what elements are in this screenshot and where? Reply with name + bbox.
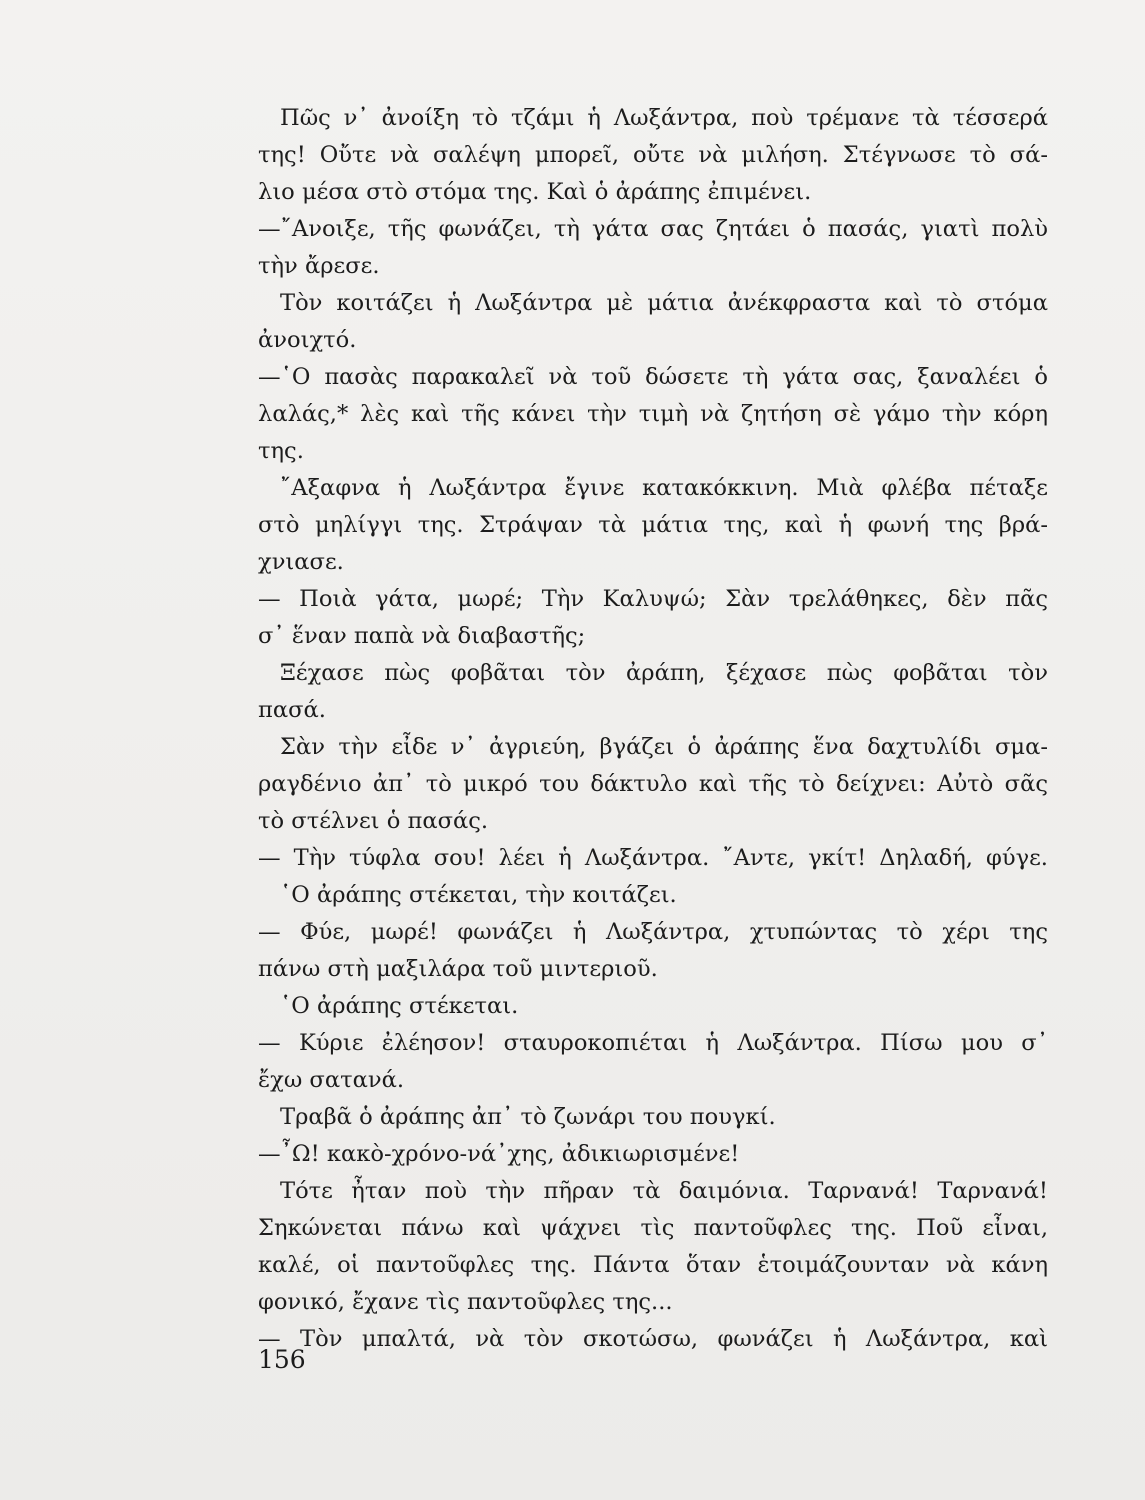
text-line: —῏Ω! κακὸ-χρόνο-νά᾿χης, ἀδικιωρισμένε! xyxy=(258,1141,740,1167)
text-line: ῎Αξαφνα ἡ Λωξάντρα ἔγινε κατακόκκινη. Μιὰ φλέβα πέταξε xyxy=(280,475,1048,501)
text-line: τὸ στέλνει ὁ πασάς. xyxy=(258,808,489,834)
text-line: ῾Ο ἀράπης στέκεται, τὴν κοιτάζει. xyxy=(280,882,677,908)
text-line: — Φύε, μωρέ! φωνάζει ἡ Λωξάντρα, χτυπώντας τὸ χέρι της xyxy=(258,919,1048,945)
text-line: της. xyxy=(258,438,304,464)
text-line: της! Οὔτε νὰ σαλέψη μπορεῖ, οὔτε νὰ μιλήση. Στέγνωσε τὸ σά- xyxy=(258,142,1048,168)
text-line: — Κύριε ἐλέησον! σταυροκοπιέται ἡ Λωξάντρα. Πίσω μου σ᾿ xyxy=(258,1030,1048,1056)
text-line: χνιασε. xyxy=(258,549,344,575)
text-line: Σηκώνεται πάνω καὶ ψάχνει τὶς παντοῦφλες της. Ποῦ εἶναι, xyxy=(258,1215,1048,1241)
text-line: ἔχω σατανά. xyxy=(258,1067,405,1093)
text-line: ἀνοιχτό. xyxy=(258,327,357,353)
text-line: — Τὸν μπαλτά, νὰ τὸν σκοτώσω, φωνάζει ἡ Λωξάντρα, καὶ xyxy=(258,1326,1048,1352)
text-line: πασά. xyxy=(258,697,326,723)
text-line: τὴν ἄρεσε. xyxy=(258,253,380,279)
text-line: φονικό, ἔχανε τὶς παντοῦφλες της... xyxy=(258,1289,673,1315)
text-line: λαλάς,* λὲς καὶ τῆς κάνει τὴν τιμὴ νὰ ζητήση σὲ γάμο τὴν κόρη xyxy=(258,401,1048,427)
text-line: — Τὴν τύφλα σου! λέει ἡ Λωξάντρα. ῎Αντε, γκίτ! Δηλαδή, φύγε. xyxy=(258,845,1048,871)
text-line: καλέ, οἱ παντοῦφλες της. Πάντα ὅταν ἑτοιμάζουνταν νὰ κάνη xyxy=(258,1252,1048,1278)
text-line: σ᾿ ἕναν παπὰ νὰ διαβαστῆς; xyxy=(258,623,586,649)
text-line: —῎Ανοιξε, τῆς φωνάζει, τὴ γάτα σας ζητάει ὁ πασάς, γιατὶ πολὺ xyxy=(258,216,1048,242)
text-line: Τὸν κοιτάζει ἡ Λωξάντρα μὲ μάτια ἀνέκφραστα καὶ τὸ στόμα xyxy=(280,290,1048,316)
text-line: ραγδένιο ἀπ᾿ τὸ μικρό του δάκτυλο καὶ τῆς τὸ δείχνει: Αὐτὸ σᾶς xyxy=(258,771,1048,797)
text-line: στὸ μηλίγγι της. Στράψαν τὰ μάτια της, καὶ ἡ φωνή της βρά- xyxy=(258,512,1048,538)
text-line: Πῶς ν᾿ ἀνοίξη τὸ τζάμι ἡ Λωξάντρα, ποὺ τρέμανε τὰ τέσσερά xyxy=(280,105,1048,131)
text-line: — Ποιὰ γάτα, μωρέ; Τὴν Καλυψώ; Σὰν τρελάθηκες, δὲν πᾶς xyxy=(258,586,1048,612)
text-line: λιο μέσα στὸ στόμα της. Καὶ ὁ ἀράπης ἐπιμένει. xyxy=(258,179,812,205)
text-line: Τραβᾶ ὁ ἀράπης ἀπ᾿ τὸ ζωνάρι του πουγκί. xyxy=(280,1104,776,1130)
text-line: πάνω στὴ μαξιλάρα τοῦ μιντεριοῦ. xyxy=(258,956,658,982)
text-line: Σὰν τὴν εἶδε ν᾿ ἀγριεύη, βγάζει ὁ ἀράπης ἕνα δαχτυλίδι σμα- xyxy=(280,734,1048,760)
text-line: ῾Ο ἀράπης στέκεται. xyxy=(280,993,519,1019)
text-line: Ξέχασε πὼς φοβᾶται τὸν ἀράπη, ξέχασε πὼς φοβᾶται τὸν xyxy=(280,660,1048,686)
text-line: Τότε ἦταν ποὺ τὴν πῆραν τὰ δαιμόνια. Ταρνανά! Ταρνανά! xyxy=(280,1178,1048,1204)
text-line: —῾Ο πασὰς παρακαλεῖ νὰ τοῦ δώσετε τὴ γάτα σας, ξαναλέει ὁ xyxy=(258,364,1048,390)
page-number: 156 xyxy=(258,1345,306,1374)
